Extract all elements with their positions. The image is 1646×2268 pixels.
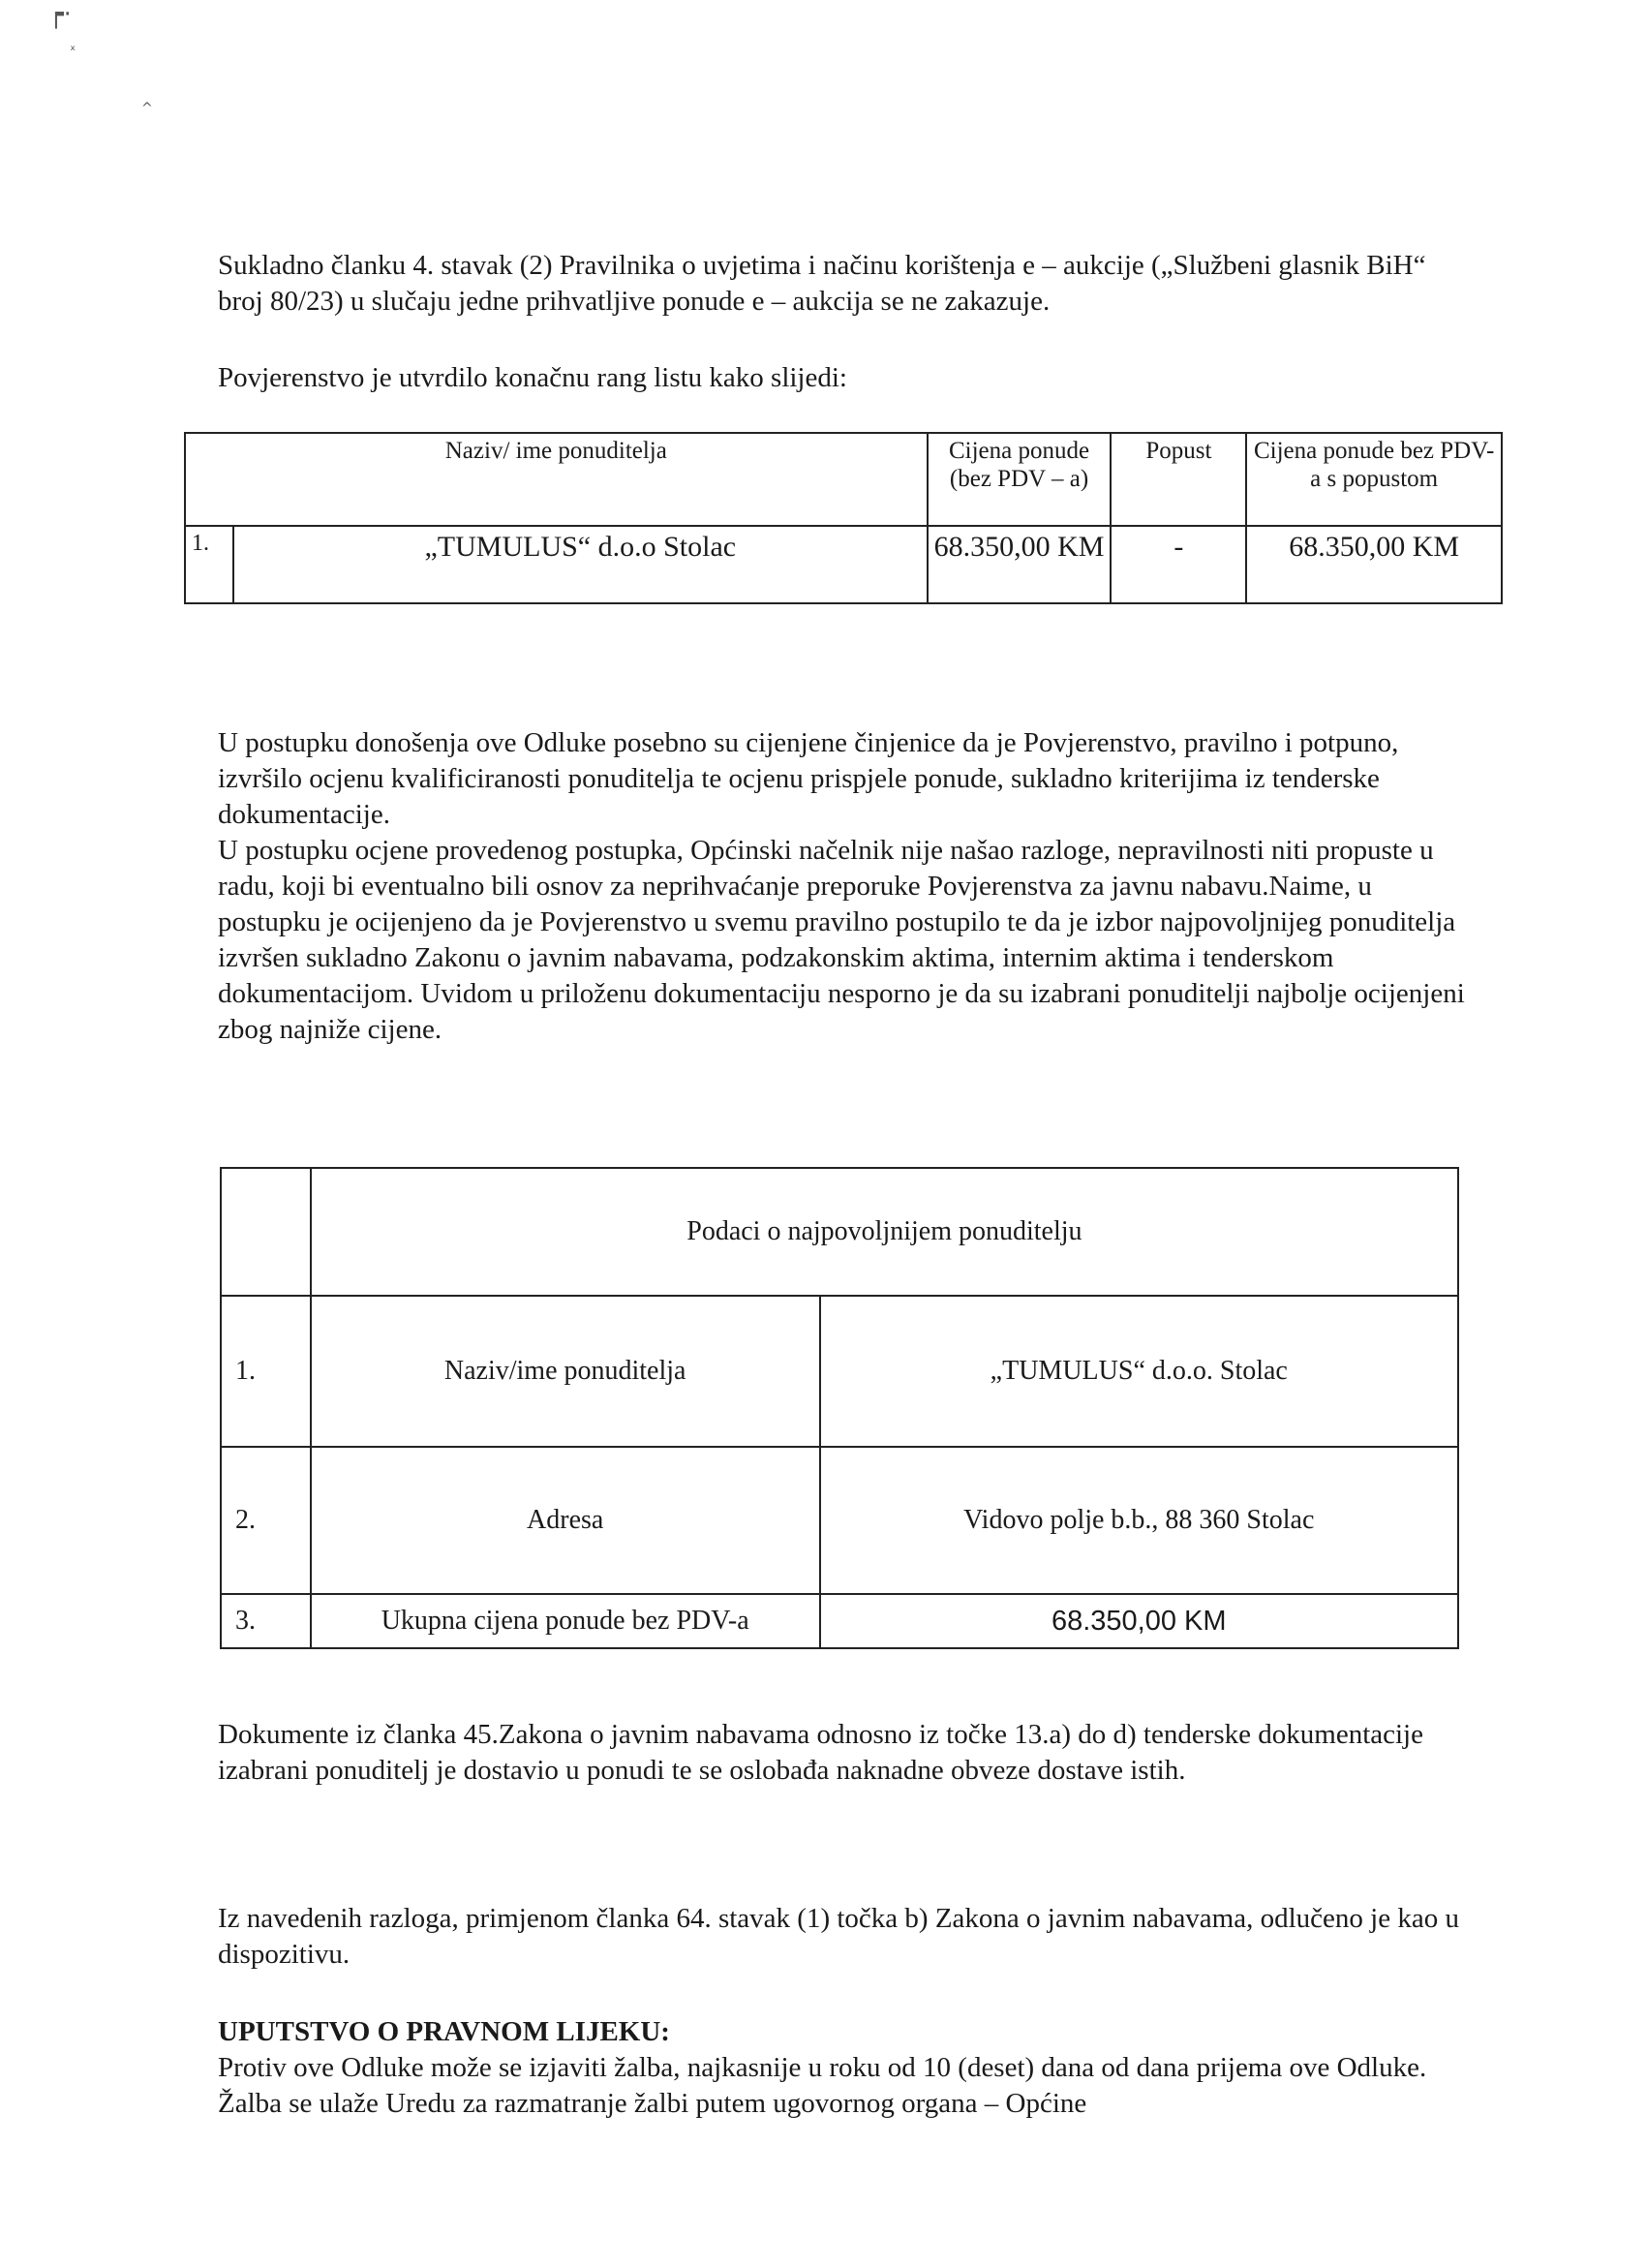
table-row <box>221 1594 1458 1648</box>
row-name: „TUMULUS“ d.o.o Stolac <box>233 526 928 603</box>
documents-paragraph <box>218 1717 1477 1789</box>
row-number: 1. <box>185 526 233 603</box>
reasoning-text-1: U postupku donošenja ove Odluke posebno su cijenjene činjenice da je Povjerenstvo, pravilno i potpuno, izvršilo ocjenu kvalificiranosti ponuditelja te ocjenu prispjele ponude, sukladno kriterijima iz tenderske dokumentacije. <box>218 727 1399 830</box>
scan-mark: ┍· <box>48 0 72 29</box>
rank-table <box>184 432 1503 604</box>
header-price: Cijena ponude (bez PDV – a) <box>928 433 1112 526</box>
row-discount: - <box>1111 526 1246 603</box>
header-name: Naziv/ ime ponuditelja <box>185 433 928 526</box>
header-discount: Popust <box>1111 433 1246 526</box>
row-label: Naziv/ime ponuditelja <box>311 1296 820 1447</box>
best-offer-table <box>220 1167 1459 1649</box>
reasoning-paragraph <box>218 725 1477 1048</box>
table-row <box>221 1296 1458 1447</box>
header-price-discount: Cijena ponude bez PDV-a s popustom <box>1246 433 1502 526</box>
scan-mark: ₓ <box>70 39 76 54</box>
intro-text: Sukladno članku 4. stavak (2) Pravilnika o uvjetima i načinu korištenja e – aukcije („Službeni glasnik BiH“ broj 80/23) u slučaju jedne prihvatljive ponude e – aukcija se ne zakazuje. <box>218 250 1426 317</box>
title-blank-cell <box>221 1168 311 1296</box>
scan-mark: ^ <box>141 101 153 116</box>
best-offer-title-row <box>221 1168 1458 1296</box>
row-label: Ukupna cijena ponude bez PDV-a <box>311 1594 820 1648</box>
table-row <box>221 1447 1458 1594</box>
row-label: Adresa <box>311 1447 820 1594</box>
row-number: 2. <box>221 1447 311 1594</box>
row-value: 68.350,00 KM <box>820 1594 1458 1648</box>
documents-text: Dokumente iz članka 45.Zakona o javnim nabavama odnosno iz točke 13.a) do d) tenderske dokumentacije izabrani ponuditelj je dostavio u ponudi te se oslobađa naknadne obveze dostave istih. <box>218 1719 1423 1786</box>
conclusion-text: Iz navedenih razloga, primjenom članka 64. stavak (1) točka b) Zakona o javnim nabavama, odlučeno je kao u dispozitivu. <box>218 1903 1459 1970</box>
legal-remedy <box>218 2014 1477 2122</box>
row-price-discount: 68.350,00 KM <box>1246 526 1502 603</box>
rank-intro-text: Povjerenstvo je utvrdilo konačnu rang listu kako slijedi: <box>218 362 847 393</box>
best-offer-title: Podaci o najpovoljnijem ponuditelju <box>311 1168 1458 1296</box>
row-number: 3. <box>221 1594 311 1648</box>
row-value: „TUMULUS“ d.o.o. Stolac <box>820 1296 1458 1447</box>
table-row <box>185 526 1502 603</box>
legal-remedy-text: Protiv ove Odluke može se izjaviti žalba, najkasnije u roku od 10 (deset) dana od dana prijema ove Odluke. Žalba se ulaže Uredu za razmatranje žalbi putem ugovornog organa – Općine <box>218 2052 1427 2119</box>
row-value: Vidovo polje b.b., 88 360 Stolac <box>820 1447 1458 1594</box>
conclusion-paragraph <box>218 1901 1477 1973</box>
legal-remedy-heading: UPUTSTVO O PRAVNOM LIJEKU: <box>218 2016 670 2047</box>
rank-intro <box>218 360 1477 396</box>
rank-table-header <box>185 433 1502 526</box>
intro-paragraph <box>218 248 1477 320</box>
reasoning-text-2: U postupku ocjene provedenog postupka, Općinski načelnik nije našao razloge, nepravilnosti niti propuste u radu, koji bi eventualno bili osnov za neprihvaćanje preporuke Povjerenstva za javnu nabavu.Naime, u postupku je ocijenjeno da je Povjerenstvo u svemu pravilno postupilo te da je izbor najpovoljnijeg ponuditelja izvršen sukladno Zakonu o javnim nabavama, podzakonskim aktima, internim aktima i tenderskom dokumentacijom. Uvidom u priloženu dokumentaciju nesporno je da su izabrani ponuditelji najbolje ocijenjeni zbog najniže cijene. <box>218 835 1465 1045</box>
row-price: 68.350,00 KM <box>928 526 1112 603</box>
row-number: 1. <box>221 1296 311 1447</box>
